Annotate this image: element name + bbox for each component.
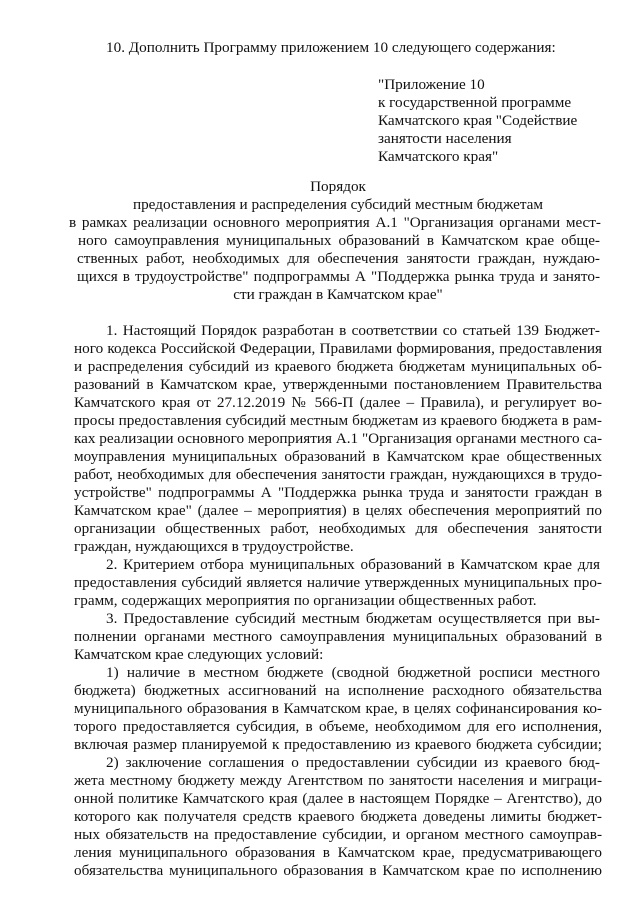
paragraph-line: ного кодекса Российской Федерации, Правилами формирования, предоставления bbox=[74, 340, 602, 357]
title-line: предоставления и распределения субсидий местным бюджетам bbox=[132, 196, 544, 213]
paragraph-line: Камчатского края от 27.12.2019 № 566-П (далее – Правила), и регулирует во- bbox=[74, 394, 602, 411]
paragraph-line: бюджета) бюджетных ассигнований на исполнение расходного обязательства bbox=[74, 682, 602, 699]
paragraph-line: 1. Настоящий Порядок разработан в соответствии со статьей 139 Бюджет- bbox=[106, 322, 600, 339]
paragraph-line: полнении органами местного самоуправления муниципальных образований в bbox=[74, 628, 602, 645]
paragraph-line: онной политике Камчатского края (далее в настоящем Порядке – Агентство), до bbox=[74, 790, 602, 807]
paragraph-line: грамм, содержащих мероприятия по организации общественных работ. bbox=[74, 592, 537, 609]
paragraph-line: ления муниципального образования в Камчатском крае, предусматривающего bbox=[74, 844, 602, 861]
title-line: щихся в трудоустройстве" подпрограммы А "Поддержка рынка труда и занято- bbox=[77, 268, 600, 285]
title-line: ственных работ, необходимых для обеспечения занятости граждан, нуждаю- bbox=[77, 250, 600, 267]
appendix-line: к государственной программе bbox=[378, 94, 572, 111]
paragraph-line: муниципального образования в Камчатском крае, в целях софинансирования ко- bbox=[74, 700, 602, 717]
paragraph-line: 3. Предоставление субсидий местным бюджетам осуществляется при вы- bbox=[106, 610, 600, 627]
appendix-line: "Приложение 10 bbox=[378, 76, 485, 93]
paragraph-line: 1) наличие в местном бюджете (сводной бюджетной росписи местного bbox=[106, 664, 600, 681]
paragraph-line: организации общественных работ, необходимых для обеспечения занятости bbox=[74, 520, 602, 537]
title-line: Порядок bbox=[310, 178, 366, 195]
appendix-line: Камчатского края" bbox=[378, 148, 499, 165]
paragraph-line: Камчатском крае" (далее – мероприятия) в целях обеспечения мероприятий по bbox=[74, 502, 602, 519]
title-line: в рамках реализации основного мероприятия А.1 "Организация органами мест- bbox=[69, 214, 601, 231]
paragraph-line: работ, необходимых для обеспечения занятости граждан, нуждающихся в трудо- bbox=[74, 466, 602, 483]
paragraph-line: ных обязательств на предоставление субсидии, и органом местного самоуправ- bbox=[74, 826, 602, 843]
paragraph-line: просы предоставления субсидий местным бюджетам из краевого бюджета в рам- bbox=[74, 412, 602, 429]
paragraph-line: предоставления субсидий является наличие утвержденных муниципальных про- bbox=[74, 574, 602, 591]
paragraph-line: которого как получателя средств краевого бюджета доведены лимиты бюджет- bbox=[74, 808, 602, 825]
paragraph-line: жета местному бюджету между Агентством по занятости населения и миграци- bbox=[74, 772, 602, 789]
paragraph-line: моуправления муниципальных образований в Камчатском крае общественных bbox=[74, 448, 602, 465]
title-line: ного самоуправления муниципальных образований в Камчатском крае обще- bbox=[78, 232, 600, 249]
appendix-line: занятости населения bbox=[378, 130, 512, 147]
amendment-intro: 10. Дополнить Программу приложением 10 следующего содержания: bbox=[106, 39, 556, 56]
paragraph-line: обязательства муниципального образования в Камчатском крае по исполнению bbox=[74, 862, 602, 879]
paragraph-line: и распределения субсидий из краевого бюджета бюджетам муниципальных об- bbox=[74, 358, 602, 375]
paragraph-line: ках реализации основного мероприятия А.1 "Организация органами местного са- bbox=[74, 430, 603, 447]
title-line: сти граждан в Камчатском крае" bbox=[233, 286, 443, 303]
paragraph-line: включая размер планируемой к предоставлению из краевого бюджета субсидии; bbox=[74, 736, 602, 753]
paragraph-line: Камчатском крае следующих условий: bbox=[74, 646, 324, 663]
paragraph-line: торого предоставляется субсидия, в объеме, необходимом для его исполнения, bbox=[74, 718, 602, 735]
paragraph-line: 2) заключение соглашения о предоставлении субсидии из краевого бюд- bbox=[106, 754, 600, 771]
paragraph-line: 2. Критерием отбора муниципальных образований в Камчатском крае для bbox=[106, 556, 600, 573]
paragraph-line: разований в Камчатском крае, утвержденными постановлением Правительства bbox=[74, 376, 602, 393]
paragraph-line: устройстве" подпрограммы А "Поддержка рынка труда и занятости граждан в bbox=[74, 484, 602, 501]
paragraph-line: граждан, нуждающихся в трудоустройстве. bbox=[74, 538, 354, 555]
appendix-line: Камчатского края "Содействие bbox=[378, 112, 578, 129]
